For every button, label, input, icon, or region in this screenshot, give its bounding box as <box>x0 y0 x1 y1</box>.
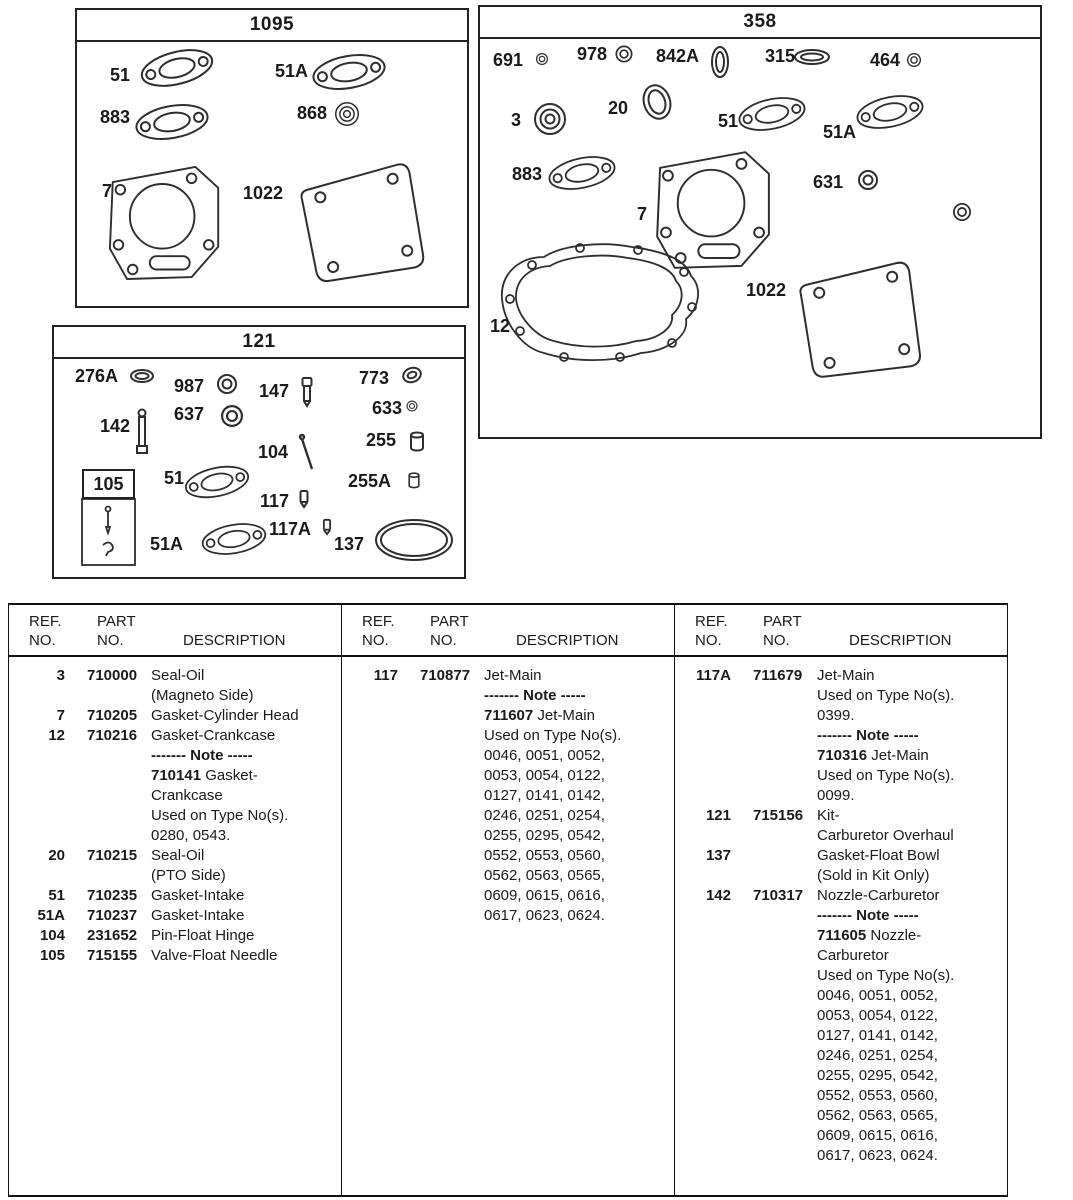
ref-no: 104 <box>39 927 65 944</box>
diagram-title-121: 121 <box>54 327 464 359</box>
ref-no: 117 <box>373 667 398 684</box>
gasket-883-drawing <box>134 100 210 144</box>
seal-20-drawing <box>639 82 674 122</box>
gasket-883-drawing <box>547 152 618 195</box>
part-row-7 <box>9 706 341 726</box>
part-label-987: 987 <box>174 376 205 396</box>
part-no: 715156 <box>753 807 804 824</box>
gasket-intake-51-drawing <box>138 44 216 92</box>
table-column-2 <box>341 605 674 1195</box>
parts-table-columns <box>8 605 1008 1195</box>
pin-104-drawing <box>300 435 312 469</box>
part-label-51a: 51A <box>275 61 309 81</box>
ring-633-drawing <box>407 401 417 411</box>
ref-no: 137 <box>705 847 731 864</box>
ref-no: 121 <box>705 807 731 824</box>
part-label-883: 883 <box>512 164 543 184</box>
diagram-title-358: 358 <box>480 7 1040 39</box>
diagram-box-121 <box>52 325 466 579</box>
part-label-7: 7 <box>637 204 648 224</box>
part-no: 715155 <box>87 947 138 964</box>
part-label-773: 773 <box>359 368 390 388</box>
part-label-1022: 1022 <box>746 280 787 300</box>
part-no: 710877 <box>420 667 471 684</box>
cup-773-drawing <box>401 365 423 384</box>
ring-842a-drawing <box>712 47 728 77</box>
jet-117a-drawing <box>324 520 330 534</box>
part-no: 710000 <box>87 667 138 684</box>
seat-637-drawing <box>222 406 242 426</box>
part-label-51a: 51A <box>823 122 857 142</box>
description: Jet-Main ------- Note ----- 711607 Jet-Main Used on Type No(s). 0046, 0051, 0052, 0053, 0054, 0122, 0127, 0141, 0142, 0246, 0251, 0254, 0255, 0295, 0542, 0552, 0553, 0560, 0562, 0563, 0565, 0609, 0615, 0616, 0617, 0623, 0624. <box>484 667 622 924</box>
part-label-978: 978 <box>577 44 608 64</box>
part-label-464: 464 <box>870 50 901 70</box>
gasket-intake-51-drawing <box>183 462 251 503</box>
part-label-3: 3 <box>511 110 522 130</box>
column-rows <box>342 657 674 926</box>
description: Pin-Float Hinge <box>151 927 255 944</box>
gasket-intake-51a-drawing <box>855 91 926 134</box>
ref-no: 51 <box>48 887 65 904</box>
part-label-137: 137 <box>334 534 365 554</box>
part-label-104: 104 <box>258 442 289 462</box>
part-label-117: 117 <box>260 491 290 511</box>
part-label-842a: 842A <box>656 46 700 66</box>
description: Kit- Carburetor Overhaul <box>817 807 954 844</box>
part-no: 231652 <box>87 927 138 944</box>
part-row-3 <box>9 666 341 706</box>
part-label-868: 868 <box>297 103 328 123</box>
parts-table <box>8 603 1008 1197</box>
header-desc: DESCRIPTION <box>849 632 952 649</box>
description: Jet-Main Used on Type No(s). 0399. ------- Note ----- 710316 Jet-Main Used on Type No(s). 0099. <box>817 667 955 804</box>
ring-276a-drawing <box>131 370 153 382</box>
gasket-intake-51-drawing <box>737 93 808 136</box>
description: Seal-Oil (PTO Side) <box>151 847 226 884</box>
jet-147-drawing <box>303 378 312 406</box>
part-label-1022: 1022 <box>243 183 284 203</box>
part-no: 710205 <box>87 707 138 724</box>
part-label-51: 51 <box>164 468 185 488</box>
part-row-12 <box>9 726 341 846</box>
ring-691-drawing <box>537 54 548 65</box>
ref-no: 51A <box>37 907 65 924</box>
part-label-105: 105 <box>82 469 135 499</box>
part-no: 710216 <box>87 727 138 744</box>
part-label-147: 147 <box>259 381 290 401</box>
part-row-104 <box>9 926 341 946</box>
part-label-117a: 117A <box>269 519 312 539</box>
column-header <box>9 605 341 657</box>
header-desc: DESCRIPTION <box>516 632 619 649</box>
part-label-691: 691 <box>493 50 524 70</box>
header-ref: REF. NO. <box>362 613 395 649</box>
part-label-12: 12 <box>490 316 511 336</box>
part-label-255: 255 <box>366 430 397 450</box>
part-label-7: 7 <box>102 181 113 201</box>
gasket-intake-51a-drawing <box>200 520 267 559</box>
part-no: 710235 <box>87 887 138 904</box>
part-label-51: 51 <box>718 111 739 131</box>
diagram-title-1095: 1095 <box>77 10 467 42</box>
part-label-51: 51 <box>110 65 131 85</box>
cylinder-255-drawing <box>411 433 423 451</box>
ref-no: 7 <box>56 707 65 724</box>
part-no: 710215 <box>87 847 138 864</box>
cylinder-255a-drawing <box>409 473 419 487</box>
part-row-117a <box>675 666 1007 806</box>
description: Gasket-Intake <box>151 887 245 904</box>
part-row-117 <box>342 666 674 926</box>
part-no <box>731 846 817 886</box>
table-column-1 <box>8 605 341 1195</box>
diagram-art-1095 <box>77 10 467 306</box>
crankcase-gasket-12-drawing <box>502 244 698 361</box>
diagram-box-358 <box>478 5 1042 439</box>
part-row-105 <box>9 946 341 966</box>
ring-631-drawing <box>859 171 877 189</box>
ref-no: 105 <box>39 947 65 964</box>
part-no: 710317 <box>753 887 804 904</box>
header-part: PART NO. <box>763 613 802 649</box>
description: Gasket-Float Bowl (Sold in Kit Only) <box>817 847 940 884</box>
part-label-315: 315 <box>765 46 796 66</box>
header-part: PART NO. <box>430 613 469 649</box>
header-ref: REF. NO. <box>29 613 62 649</box>
description: Gasket-Intake <box>151 907 245 924</box>
part-label-883: 883 <box>100 107 131 127</box>
washer-987-drawing <box>218 375 236 393</box>
column-header <box>342 605 674 657</box>
column-rows <box>9 657 341 966</box>
table-column-3 <box>674 605 1008 1195</box>
float-bowl-gasket-137-drawing <box>376 520 452 560</box>
column-header <box>675 605 1007 657</box>
ref-no: 142 <box>705 887 731 904</box>
header-desc: DESCRIPTION <box>183 632 286 649</box>
header-ref: REF. NO. <box>695 613 728 649</box>
part-row-51 <box>9 886 341 906</box>
part-label-51a: 51A <box>150 534 184 554</box>
description: Nozzle-Carburetor ------- Note ----- 711605 Nozzle- Carburetor Used on Type No(s). 0046, 0051, 0052, 0053, 0054, 0122, 0127, 0141, 0142, 0246, 0251, 0254, 0255, 0295, 0542, 0552, 0553, 0560, 0562, 0563, 0565, 0609, 0615, 0616, 0617, 0623, 0624. <box>817 887 955 1164</box>
jet-117-drawing <box>301 491 308 507</box>
head-gasket-7-drawing <box>657 152 769 268</box>
description: Gasket-Crankcase ------- Note ----- 710141 Gasket- Crankcase Used on Type No(s). 0280, 0543. <box>151 727 289 844</box>
seal-868-drawing <box>336 103 359 126</box>
needle-valve-105-compartment <box>82 499 135 565</box>
ref-no: 3 <box>56 667 65 684</box>
part-label-633: 633 <box>372 398 403 418</box>
column-rows <box>675 657 1007 1166</box>
description: Valve-Float Needle <box>151 947 278 964</box>
gasket-1022-drawing <box>789 249 933 389</box>
ref-no: 20 <box>48 847 65 864</box>
part-no: 710237 <box>87 907 138 924</box>
ring-315-drawing <box>795 50 829 64</box>
part-label-255a: 255A <box>348 471 392 491</box>
nozzle-142-drawing <box>137 410 147 454</box>
description: Gasket-Cylinder Head <box>151 707 299 724</box>
ring-978-drawing <box>616 46 631 61</box>
part-row-137 <box>675 846 1007 886</box>
diagram-art-358 <box>480 7 1040 437</box>
part-row-20 <box>9 846 341 886</box>
description: Seal-Oil (Magneto Side) <box>151 667 254 704</box>
gasket-1022-drawing <box>293 154 433 290</box>
part-label-276a: 276A <box>75 366 119 386</box>
part-no: 711679 <box>753 667 803 684</box>
seal-3-drawing <box>535 104 565 134</box>
part-row-142 <box>675 886 1007 1166</box>
part-label-637: 637 <box>174 404 205 424</box>
ref-no: 12 <box>48 727 65 744</box>
part-label-631: 631 <box>813 172 844 192</box>
diagram-box-1095 <box>75 8 469 308</box>
part-row-51a <box>9 906 341 926</box>
gasket-intake-51a-drawing <box>311 50 387 94</box>
ref-no: 117A <box>695 667 731 684</box>
part-label-142: 142 <box>100 416 131 436</box>
part-label-20: 20 <box>608 98 629 118</box>
ring-464-drawing <box>908 54 921 67</box>
head-gasket-7-drawing <box>110 167 218 279</box>
part-row-121 <box>675 806 1007 846</box>
header-part: PART NO. <box>97 613 136 649</box>
ring-small-drawing <box>954 204 970 220</box>
